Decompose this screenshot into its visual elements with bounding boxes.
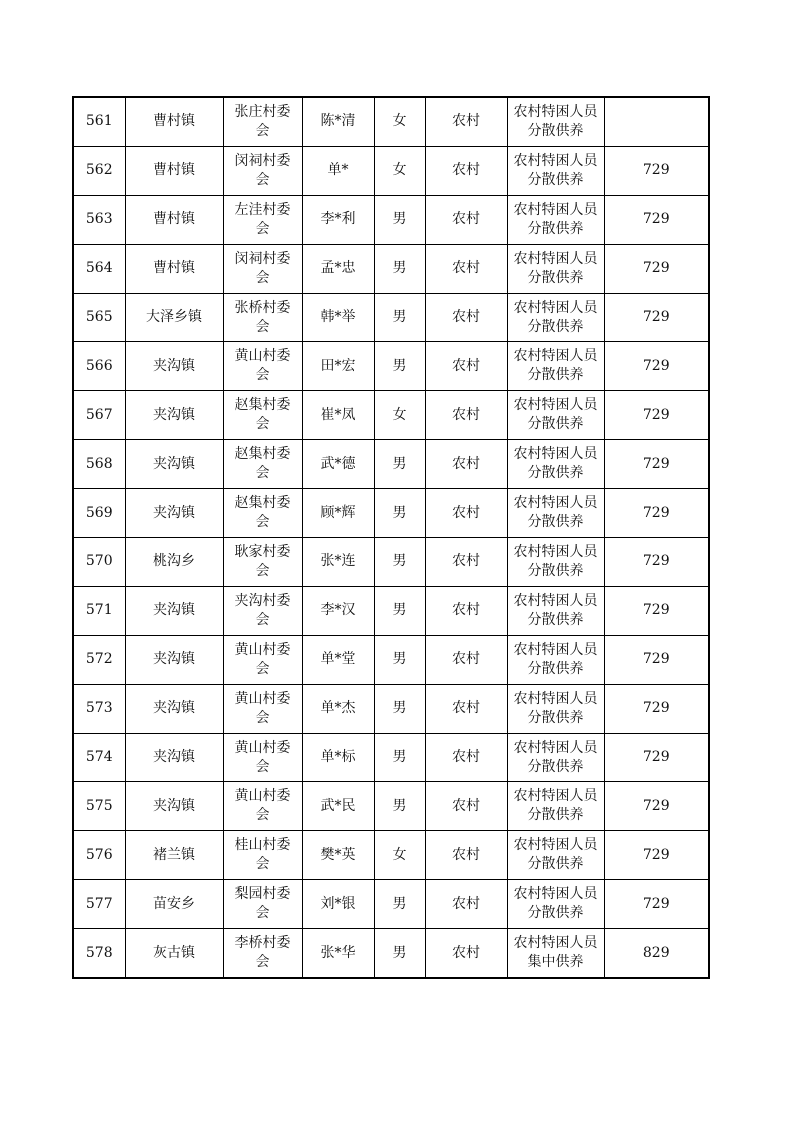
row-number: 563 — [73, 195, 125, 244]
town-cell: 夹沟镇 — [125, 782, 223, 831]
row-number: 574 — [73, 733, 125, 782]
amount-cell: 729 — [604, 244, 709, 293]
gender-cell: 女 — [374, 391, 425, 440]
household-type-cell: 农村 — [425, 880, 507, 929]
amount-cell: 729 — [604, 782, 709, 831]
category-cell: 农村特困人员分散供养 — [507, 635, 604, 684]
category-cell: 农村特困人员分散供养 — [507, 831, 604, 880]
town-cell: 曹村镇 — [125, 97, 223, 146]
row-number: 561 — [73, 97, 125, 146]
category-cell: 农村特困人员分散供养 — [507, 293, 604, 342]
gender-cell: 男 — [374, 684, 425, 733]
name-cell: 田*宏 — [302, 342, 374, 391]
village-cell: 黄山村委会 — [223, 782, 302, 831]
row-number: 569 — [73, 489, 125, 538]
household-type-cell: 农村 — [425, 684, 507, 733]
table-row — [73, 586, 709, 635]
town-cell: 大泽乡镇 — [125, 293, 223, 342]
category-cell: 农村特困人员分散供养 — [507, 733, 604, 782]
town-cell: 夹沟镇 — [125, 733, 223, 782]
table-row — [73, 391, 709, 440]
row-number: 564 — [73, 244, 125, 293]
amount-cell: 729 — [604, 635, 709, 684]
category-cell: 农村特困人员分散供养 — [507, 684, 604, 733]
village-cell: 赵集村委会 — [223, 391, 302, 440]
category-cell: 农村特困人员分散供养 — [507, 97, 604, 146]
table-row — [73, 440, 709, 489]
town-cell: 夹沟镇 — [125, 440, 223, 489]
name-cell: 李*汉 — [302, 586, 374, 635]
relief-recipients-table — [72, 96, 710, 979]
village-cell: 左洼村委会 — [223, 195, 302, 244]
gender-cell: 男 — [374, 782, 425, 831]
table-row — [73, 831, 709, 880]
category-cell: 农村特困人员分散供养 — [507, 342, 604, 391]
table-row — [73, 782, 709, 831]
town-cell: 夹沟镇 — [125, 391, 223, 440]
household-type-cell: 农村 — [425, 929, 507, 978]
table-row — [73, 684, 709, 733]
amount-cell — [604, 97, 709, 146]
amount-cell: 729 — [604, 831, 709, 880]
household-type-cell: 农村 — [425, 342, 507, 391]
town-cell: 灰古镇 — [125, 929, 223, 978]
town-cell: 夹沟镇 — [125, 586, 223, 635]
row-number: 572 — [73, 635, 125, 684]
table-row — [73, 635, 709, 684]
row-number: 568 — [73, 440, 125, 489]
household-type-cell: 农村 — [425, 146, 507, 195]
gender-cell: 男 — [374, 489, 425, 538]
name-cell: 崔*凤 — [302, 391, 374, 440]
gender-cell: 男 — [374, 244, 425, 293]
amount-cell: 729 — [604, 489, 709, 538]
gender-cell: 女 — [374, 146, 425, 195]
household-type-cell: 农村 — [425, 97, 507, 146]
gender-cell: 男 — [374, 733, 425, 782]
table-row — [73, 244, 709, 293]
category-cell: 农村特困人员分散供养 — [507, 440, 604, 489]
village-cell: 黄山村委会 — [223, 733, 302, 782]
category-cell: 农村特困人员分散供养 — [507, 782, 604, 831]
village-cell: 黄山村委会 — [223, 684, 302, 733]
name-cell: 武*德 — [302, 440, 374, 489]
gender-cell: 女 — [374, 831, 425, 880]
name-cell: 孟*忠 — [302, 244, 374, 293]
name-cell: 单*堂 — [302, 635, 374, 684]
gender-cell: 男 — [374, 342, 425, 391]
table-row — [73, 733, 709, 782]
village-cell: 梨园村委会 — [223, 880, 302, 929]
amount-cell: 729 — [604, 195, 709, 244]
gender-cell: 男 — [374, 586, 425, 635]
table-row — [73, 538, 709, 587]
name-cell: 张*华 — [302, 929, 374, 978]
category-cell: 农村特困人员分散供养 — [507, 195, 604, 244]
household-type-cell: 农村 — [425, 831, 507, 880]
village-cell: 桂山村委会 — [223, 831, 302, 880]
amount-cell: 829 — [604, 929, 709, 978]
household-type-cell: 农村 — [425, 586, 507, 635]
name-cell: 武*民 — [302, 782, 374, 831]
gender-cell: 男 — [374, 195, 425, 244]
amount-cell: 729 — [604, 342, 709, 391]
amount-cell: 729 — [604, 538, 709, 587]
town-cell: 夹沟镇 — [125, 342, 223, 391]
name-cell: 单* — [302, 146, 374, 195]
name-cell: 张*连 — [302, 538, 374, 587]
name-cell: 刘*银 — [302, 880, 374, 929]
table-row — [73, 929, 709, 978]
amount-cell: 729 — [604, 733, 709, 782]
name-cell: 单*标 — [302, 733, 374, 782]
row-number: 575 — [73, 782, 125, 831]
amount-cell: 729 — [604, 586, 709, 635]
row-number: 573 — [73, 684, 125, 733]
town-cell: 曹村镇 — [125, 146, 223, 195]
row-number: 577 — [73, 880, 125, 929]
table-row — [73, 195, 709, 244]
row-number: 570 — [73, 538, 125, 587]
amount-cell: 729 — [604, 391, 709, 440]
town-cell: 夹沟镇 — [125, 489, 223, 538]
household-type-cell: 农村 — [425, 440, 507, 489]
household-type-cell: 农村 — [425, 782, 507, 831]
village-cell: 赵集村委会 — [223, 489, 302, 538]
village-cell: 夹沟村委会 — [223, 586, 302, 635]
household-type-cell: 农村 — [425, 538, 507, 587]
row-number: 567 — [73, 391, 125, 440]
village-cell: 闵祠村委会 — [223, 146, 302, 195]
table-row — [73, 97, 709, 146]
name-cell: 单*杰 — [302, 684, 374, 733]
category-cell: 农村特困人员分散供养 — [507, 538, 604, 587]
gender-cell: 男 — [374, 929, 425, 978]
table-row — [73, 293, 709, 342]
amount-cell: 729 — [604, 146, 709, 195]
table-row — [73, 342, 709, 391]
row-number: 571 — [73, 586, 125, 635]
household-type-cell: 农村 — [425, 195, 507, 244]
category-cell: 农村特困人员分散供养 — [507, 586, 604, 635]
row-number: 566 — [73, 342, 125, 391]
village-cell: 黄山村委会 — [223, 342, 302, 391]
town-cell: 夹沟镇 — [125, 635, 223, 684]
household-type-cell: 农村 — [425, 489, 507, 538]
name-cell: 韩*举 — [302, 293, 374, 342]
village-cell: 赵集村委会 — [223, 440, 302, 489]
town-cell: 夹沟镇 — [125, 684, 223, 733]
amount-cell: 729 — [604, 293, 709, 342]
table-row — [73, 146, 709, 195]
household-type-cell: 农村 — [425, 391, 507, 440]
household-type-cell: 农村 — [425, 244, 507, 293]
gender-cell: 女 — [374, 97, 425, 146]
row-number: 562 — [73, 146, 125, 195]
town-cell: 褚兰镇 — [125, 831, 223, 880]
name-cell: 樊*英 — [302, 831, 374, 880]
town-cell: 苗安乡 — [125, 880, 223, 929]
town-cell: 曹村镇 — [125, 244, 223, 293]
amount-cell: 729 — [604, 440, 709, 489]
village-cell: 闵祠村委会 — [223, 244, 302, 293]
category-cell: 农村特困人员分散供养 — [507, 489, 604, 538]
name-cell: 李*利 — [302, 195, 374, 244]
village-cell: 耿家村委会 — [223, 538, 302, 587]
row-number: 578 — [73, 929, 125, 978]
category-cell: 农村特困人员分散供养 — [507, 391, 604, 440]
village-cell: 黄山村委会 — [223, 635, 302, 684]
gender-cell: 男 — [374, 293, 425, 342]
village-cell: 李桥村委会 — [223, 929, 302, 978]
village-cell: 张桥村委会 — [223, 293, 302, 342]
household-type-cell: 农村 — [425, 635, 507, 684]
name-cell: 顾*辉 — [302, 489, 374, 538]
row-number: 565 — [73, 293, 125, 342]
name-cell: 陈*清 — [302, 97, 374, 146]
gender-cell: 男 — [374, 440, 425, 489]
household-type-cell: 农村 — [425, 733, 507, 782]
category-cell: 农村特困人员分散供养 — [507, 880, 604, 929]
category-cell: 农村特困人员分散供养 — [507, 146, 604, 195]
town-cell: 桃沟乡 — [125, 538, 223, 587]
gender-cell: 男 — [374, 538, 425, 587]
table-row — [73, 880, 709, 929]
category-cell: 农村特困人员集中供养 — [507, 929, 604, 978]
amount-cell: 729 — [604, 880, 709, 929]
table-row — [73, 489, 709, 538]
amount-cell: 729 — [604, 684, 709, 733]
village-cell: 张庄村委会 — [223, 97, 302, 146]
town-cell: 曹村镇 — [125, 195, 223, 244]
gender-cell: 男 — [374, 635, 425, 684]
household-type-cell: 农村 — [425, 293, 507, 342]
row-number: 576 — [73, 831, 125, 880]
category-cell: 农村特困人员分散供养 — [507, 244, 604, 293]
gender-cell: 男 — [374, 880, 425, 929]
